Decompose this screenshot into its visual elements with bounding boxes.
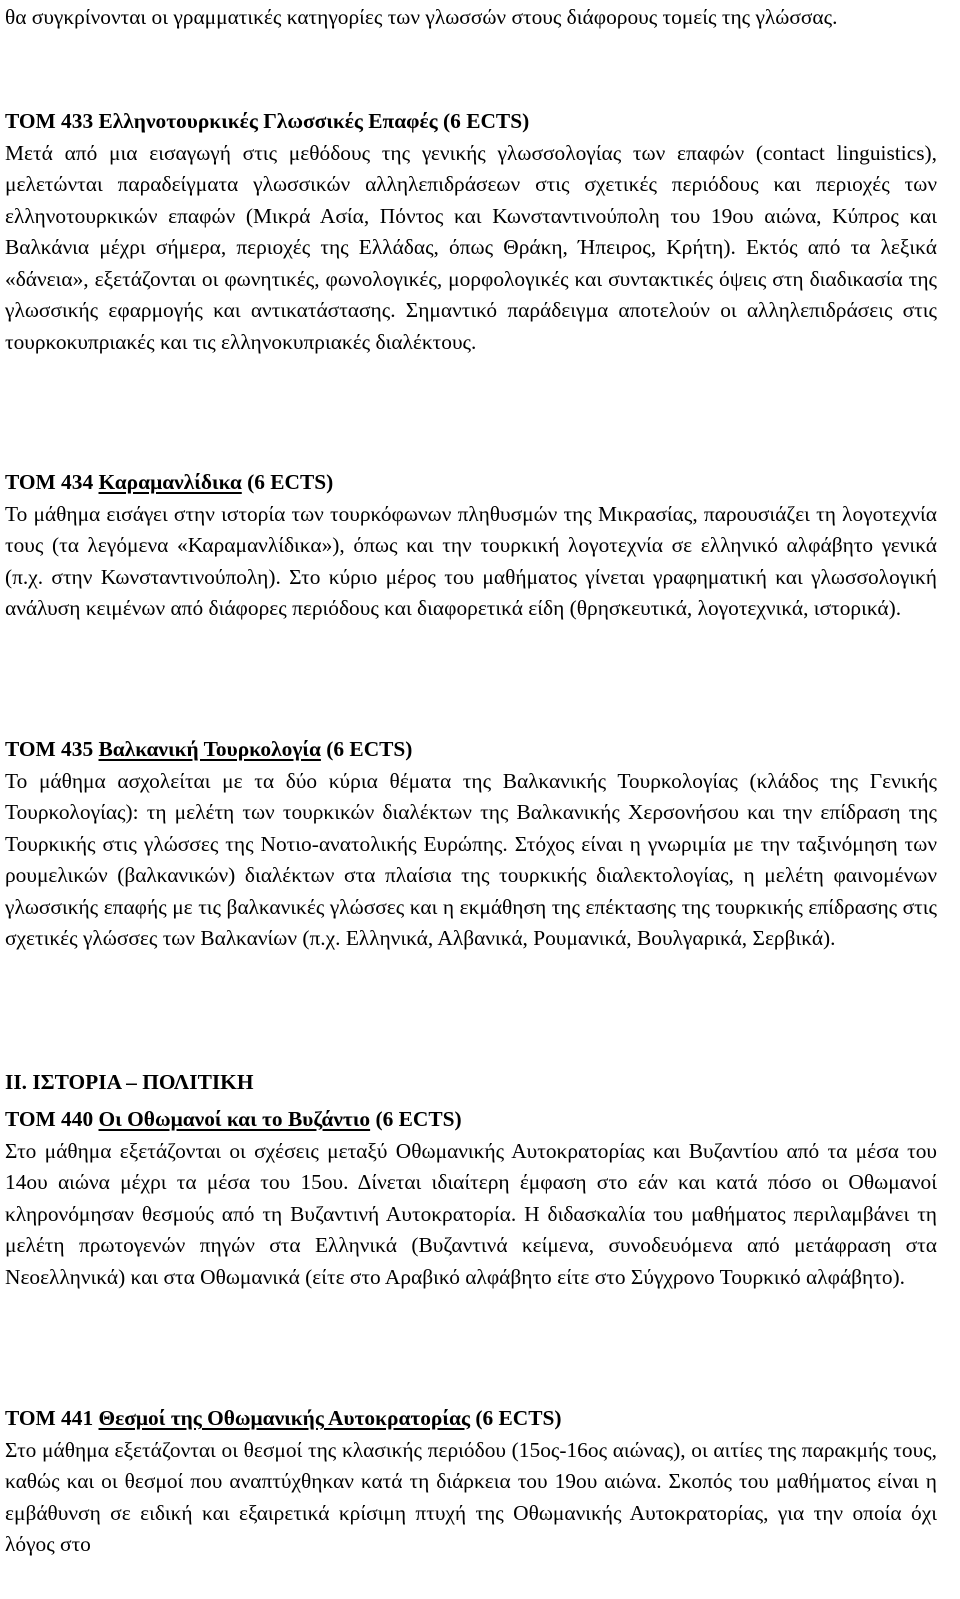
course-credits: (6 ECTS)	[375, 1107, 462, 1131]
course-credits: (6 ECTS)	[443, 109, 530, 133]
course-title: Οι Οθωμανοί και το Βυζάντιο	[98, 1107, 371, 1131]
course-description: Στο μάθημα εξετάζονται οι θεσμοί της κλασικής περιόδου (15ος-16ος αιώνας), οι αιτίες της παρακμής τους, καθώς και οι θεσμοί που αναπτύχθηκαν κατά τη διάρκεια του 19ου αιώνα. Σκοπός του μαθήματος είναι η εμβάθυνση σε ειδική και εξαιρετικά κρίσιμη πτυχή της Οθωμανικής Αυτοκρατορίας, για την οποία όχι λόγος στο	[5, 1437, 937, 1556]
course-credits: (6 ECTS)	[326, 737, 413, 761]
course-description: Το μάθημα εισάγει στην ιστορία των τουρκόφωνων πληθυσμών της Μικρασίας, παρουσιάζει τη λογοτεχνία τους (τα λεγόμενα «Καραμανλίδικα»), όπως και την τουρκική λογοτεχνία σε ελληνικό αλφάβητο γενικά (π.χ. στην Κωνσταντινούπολη). Στο κύριο μέρος του μαθήματος γίνεται γραφηματική και γλωσσολογική ανάλυση κειμένων από διάφορες περιόδους και διαφορετικά είδη (θρησκευτικά, λογοτεχνικά, ιστορικά).	[5, 501, 937, 620]
course-heading	[5, 1403, 937, 1435]
course-code: ΤΟΜ 440	[5, 1107, 94, 1131]
course-tom-435	[5, 734, 937, 955]
course-code: ΤΟΜ 434	[5, 470, 94, 494]
course-heading	[5, 734, 937, 766]
course-title: Θεσμοί της Οθωμανικής Αυτοκρατορίας	[98, 1406, 470, 1430]
course-tom-433	[5, 106, 937, 358]
course-description: Στο μάθημα εξετάζονται οι σχέσεις μεταξύ Οθωμανικής Αυτοκρατορίας και Βυζαντίου από τα μέσα του 14ου αιώνα μέχρι τα μέσα του 15ου. Δίνεται ιδιαίτερη έμφαση στο εάν και κατά πόσο οι Οθωμανοί κληρονόμησαν θεσμούς από τη Βυζαντινή Αυτοκρατορία. Η διδασκαλία του μαθήματος περιλαμβάνει τη μελέτη πρωτογενών πηγών στα Ελληνικά (Βυζαντινά κείμενα, συνοδευόμενα από μετάφραση στα Νεοελληνικά) και στα Οθωμανικά (είτε στο Αραβικό αλφάβητο είτε στο Σύγχρονο Τουρκικό αλφάβητο).	[5, 1138, 937, 1289]
course-tom-441	[5, 1403, 937, 1561]
course-title: Βαλκανική Τουρκολογία	[98, 737, 321, 761]
course-description: Το μάθημα ασχολείται με τα δύο κύρια θέματα της Βαλκανικής Τουρκολογίας (κλάδος της Γενικής Τουρκολογίας): τη μελέτη των τουρκικών διαλέκτων της Βαλκανικής Χερσονήσου και την επίδραση της Τουρκικής στις γλώσσες της Νοτιο-ανατολικής Ευρώπης. Στόχος είναι η γνωριμία με την ταξινόμηση των ρουμελικών (βαλκανικών) διαλέκτων στα πλαίσια της τουρκικής διαλεκτολογίας, η μελέτη φαινομένων γλωσσικής επαφής με τις βαλκανικές γλώσσες και η εκμάθηση της επέκτασης της τουρκικής επίδρασης στις σχετικές γλώσσες των Βαλκανίων (π.χ. Ελληνικά, Αλβανικά, Ρουμανικά, Βουλγαρικά, Σερβικά).	[5, 768, 937, 950]
course-title: Ελληνοτουρκικές Γλωσσικές Επαφές	[98, 109, 438, 133]
intro-paragraph: θα συγκρίνονται οι γραμματικές κατηγορίες των γλωσσών στους διάφορους τομείς της γλώσσας.	[5, 5, 838, 29]
course-heading	[5, 106, 937, 138]
course-code: ΤΟΜ 435	[5, 737, 94, 761]
course-credits: (6 ECTS)	[247, 470, 334, 494]
course-credits: (6 ECTS)	[475, 1406, 562, 1430]
course-heading	[5, 1104, 937, 1136]
course-heading	[5, 467, 937, 499]
course-description: Μετά από μια εισαγωγή στις μεθόδους της γενικής γλωσσολογίας των επαφών (contact linguistics), μελετώνται παραδείγματα γλωσσικών αλληλεπιδράσεων στις σχετικές περιόδους και περιοχές των ελληνοτουρκικών επαφών (Μικρά Ασία, Πόντος και Κωνσταντινούπολη του 19ου αιώνα, Κύπρος και Βαλκάνια μέχρι σήμερα, περιοχές της Ελλάδας, όπως Θράκη, Ήπειρος, Κρήτη). Εκτός από τα λεξικά «δάνεια», εξετάζονται οι φωνητικές, φωνολογικές, μορφολογικές και συντακτικές όψεις στη διαδικασία της γλωσσικής εφαρμογής και αντικατάστασης. Σημαντικό παράδειγμα αποτελούν οι αλληλεπιδράσεις στις τουρκοκυπριακές και τις ελληνοκυπριακές διαλέκτους.	[5, 140, 937, 354]
section-heading: ΙΙ. ΙΣΤΟΡΙΑ – ΠΟΛΙΤΙΚΗ	[5, 1070, 254, 1094]
course-code: ΤΟΜ 441	[5, 1406, 94, 1430]
course-tom-440	[5, 1104, 937, 1293]
course-title: Καραμανλίδικα	[98, 470, 242, 494]
course-code: ΤΟΜ 433	[5, 109, 94, 133]
course-tom-434	[5, 467, 937, 625]
intro-block	[5, 2, 937, 34]
section-history-politics	[5, 1067, 937, 1099]
